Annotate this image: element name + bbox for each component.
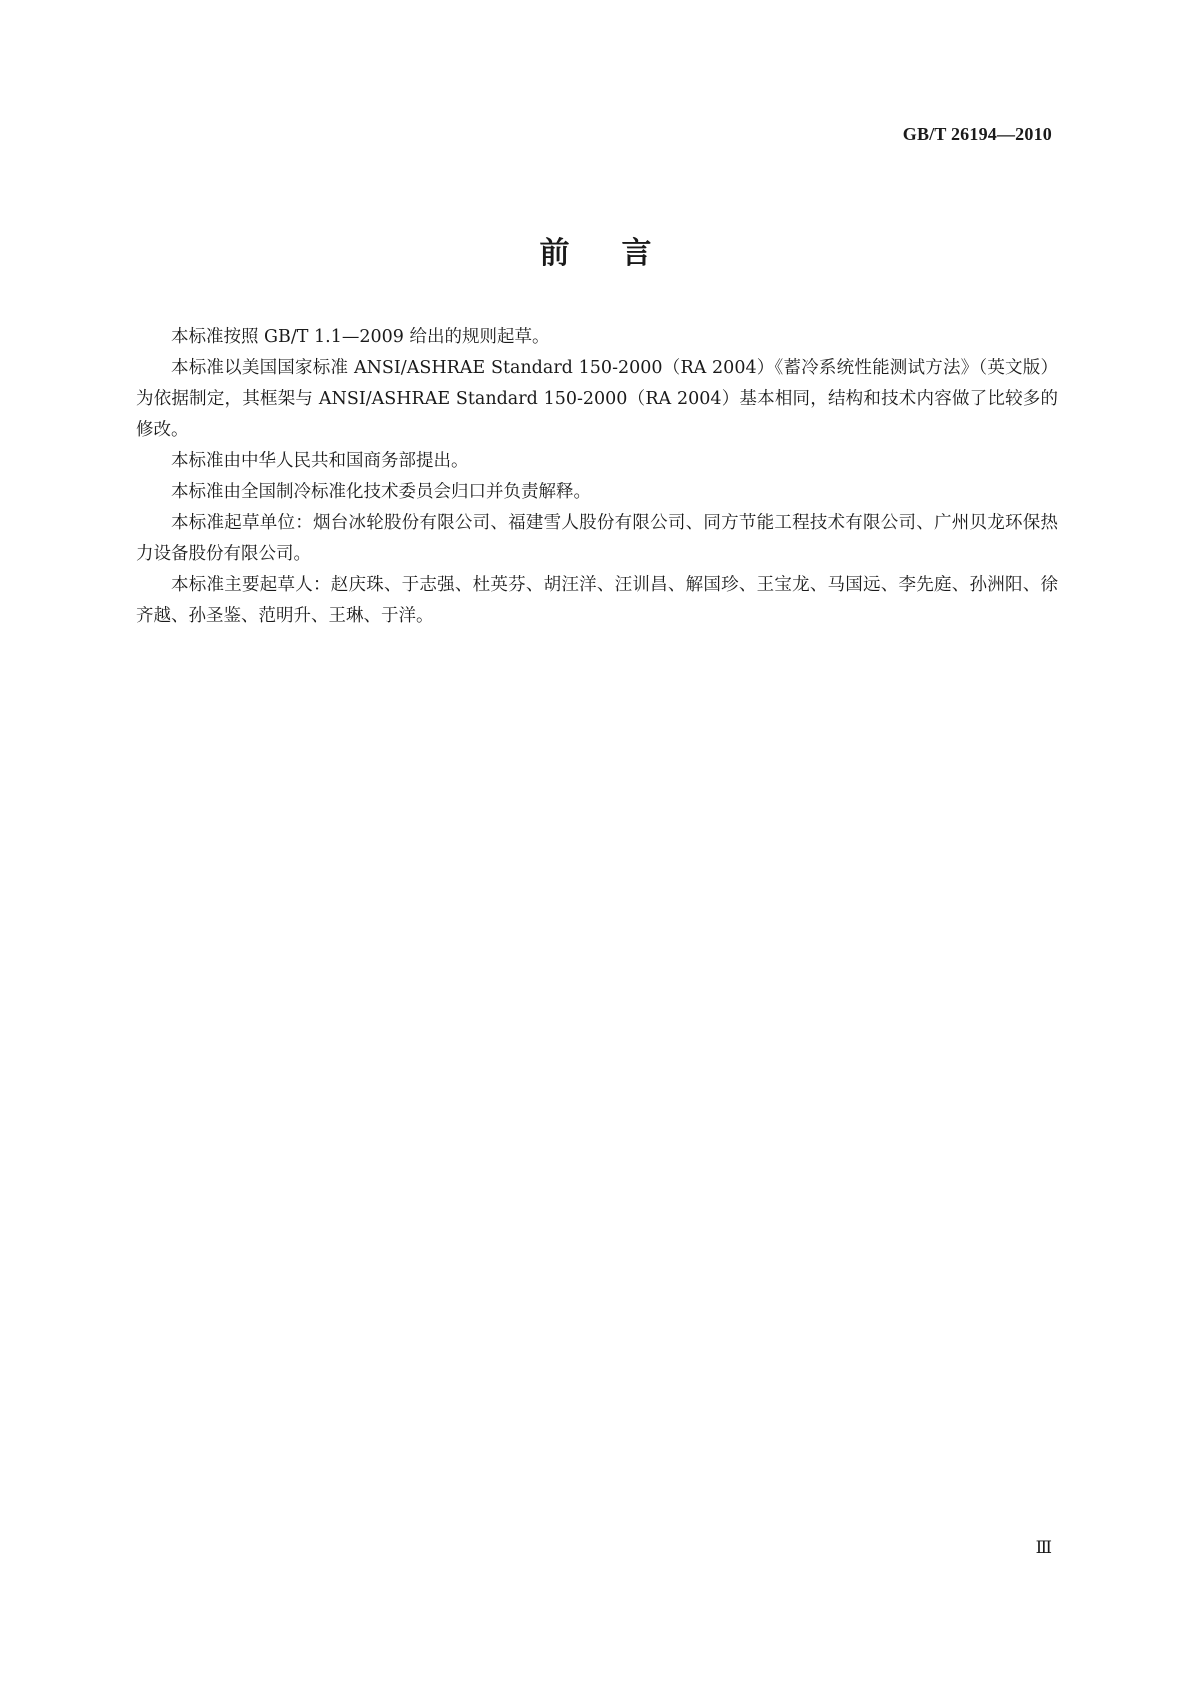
paragraph-drafters: 本标准主要起草人：赵庆珠、于志强、杜英芬、胡汪洋、汪训昌、解国珍、王宝龙、马国远、李先庭、孙洲阳、徐齐越、孙圣鉴、范明升、王琳、于洋。 [136, 575, 1058, 626]
preface-body [136, 322, 1058, 632]
page-title: 前言 [539, 236, 704, 271]
standard-number: GB/T 26194—2010 [902, 124, 1052, 144]
paragraph-drafting-rules: 本标准按照 GB/T 1.1—2009 给出的规则起草。 [171, 327, 550, 347]
paragraph-basis: 本标准以美国国家标准 ANSI/ASHRAE Standard 150-2000（RA 2004）《蓄冷系统性能测试方法》（英文版）为依据制定，其框架与 ANSI/ASHRAE Standard 150-2000（RA 2004）基本相同，结构和技术内容做了比较多的修改。 [136, 358, 1058, 440]
page-number: Ⅲ [1035, 1538, 1052, 1557]
paragraph-proposer: 本标准由中华人民共和国商务部提出。 [171, 451, 469, 471]
paragraph-drafting-units: 本标准起草单位：烟台冰轮股份有限公司、福建雪人股份有限公司、同方节能工程技术有限公司、广州贝龙环保热力设备股份有限公司。 [136, 513, 1058, 564]
paragraph-responsible-committee: 本标准由全国制冷标准化技术委员会归口并负责解释。 [171, 482, 591, 502]
